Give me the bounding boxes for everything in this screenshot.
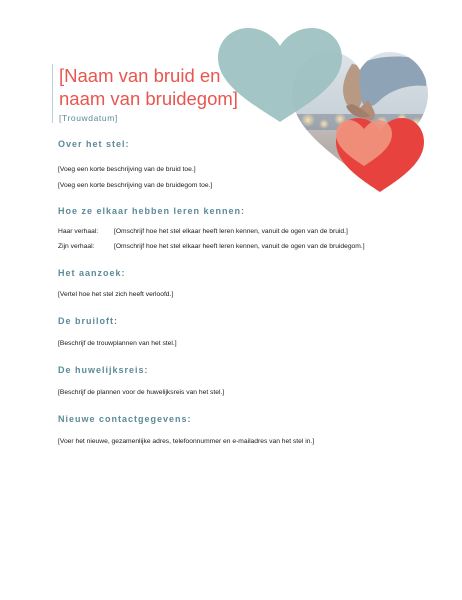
her-story-label: Haar verhaal:: [58, 228, 99, 235]
title-block: [52, 64, 259, 123]
heading-proposal: Het aanzoek:: [58, 268, 126, 278]
groom-description[interactable]: [Voeg een korte beschrijving van de bruidegom toe.]: [58, 182, 213, 189]
wedding-date[interactable]: [Trouwdatum]: [59, 113, 118, 123]
wedding-text[interactable]: [Beschrijf de trouwplannen van het stel.]: [58, 340, 177, 347]
her-story-text[interactable]: [Omschrijf hoe het stel elkaar heeft leren kennen, vanuit de ogen van de bruid.]: [114, 228, 348, 235]
proposal-text[interactable]: [Vertel hoe het stel zich heeft verloofd.]: [58, 291, 174, 298]
his-story-label: Zijn verhaal:: [58, 243, 95, 250]
bride-description[interactable]: [Voeg een korte beschrijving van de bruid toe.]: [58, 166, 196, 173]
her-story-row: [58, 227, 428, 236]
heading-honeymoon: De huwelijksreis:: [58, 365, 149, 375]
document-body: [58, 139, 428, 446]
heading-how-they-met: Hoe ze elkaar hebben leren kennen:: [58, 206, 246, 216]
heading-about-couple: Over het stel:: [58, 139, 130, 149]
heading-wedding: De bruiloft:: [58, 316, 118, 326]
his-story-row: [58, 242, 428, 251]
heading-contact: Nieuwe contactgegevens:: [58, 414, 192, 424]
honeymoon-text[interactable]: [Beschrijf de plannen voor de huwelijksreis van het stel.]: [58, 389, 225, 396]
contact-text[interactable]: [Voer het nieuwe, gezamenlijke adres, telefoonnummer en e-mailadres van het stel in.]: [58, 438, 315, 445]
his-story-text[interactable]: [Omschrijf hoe het stel elkaar heeft leren kennen, vanuit de ogen van de bruidegom.]: [114, 243, 365, 250]
couple-name-title[interactable]: [Naam van bruid en naam van bruidegom]: [59, 65, 238, 109]
